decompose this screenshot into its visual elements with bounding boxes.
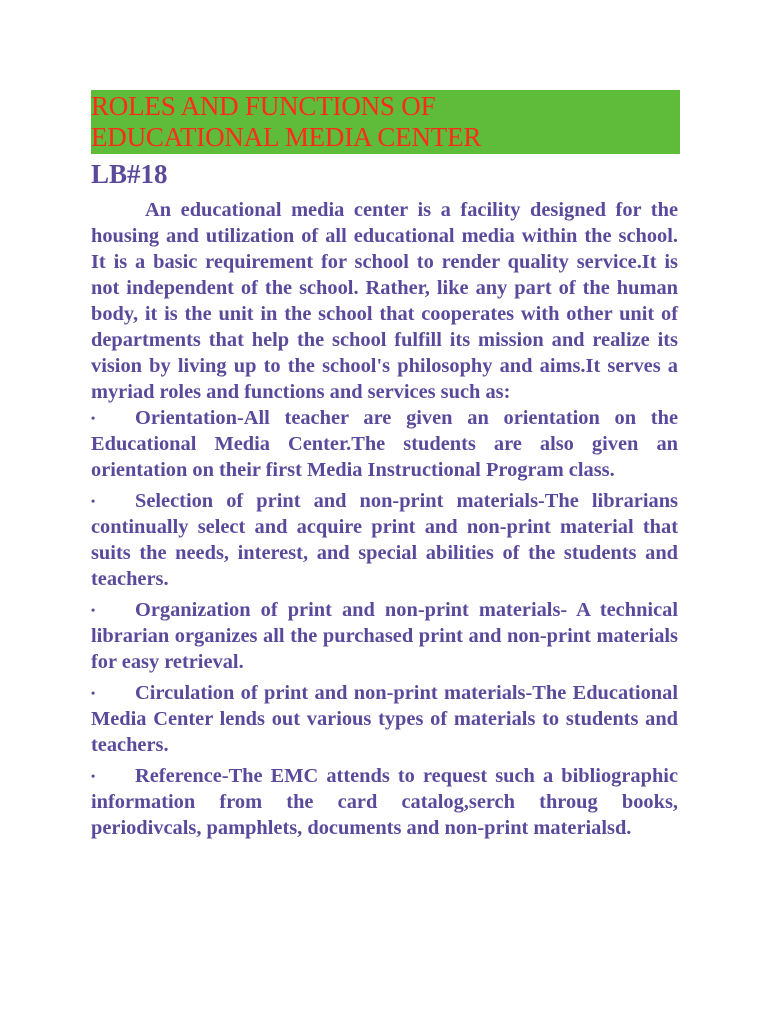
title-line-1: ROLES AND FUNCTIONS OF	[91, 91, 436, 121]
list-item-selection	[91, 488, 678, 592]
title-banner	[91, 90, 680, 154]
document-page	[91, 90, 678, 846]
lesson-code: LB#18	[91, 159, 168, 189]
title-line-2: EDUCATIONAL MEDIA CENTER	[91, 122, 482, 152]
list-item-text: Orientation-All teacher are given an orientation on the Educational Media Center.The students are also given an orientation on their first Media Instructional Program class.	[91, 407, 678, 481]
list-item-text: Selection of print and non-print materials-The librarians continually select and acquire print and non-print material that suits the needs, interest, and special abilities of the students and teachers.	[91, 490, 678, 590]
list-item-reference	[91, 763, 678, 841]
list-item-organization	[91, 597, 678, 675]
bullet-icon: •	[91, 686, 96, 700]
functions-list	[91, 405, 678, 841]
list-item-text: Circulation of print and non-print materials-The Educational Media Center lends out various types of materials to students and teachers.	[91, 682, 678, 756]
list-item-text: Reference-The EMC attends to request such a bibliographic information from the card catalog,serch throug books, periodivcals, pamphlets, documents and non-print materialsd.	[91, 765, 678, 839]
bullet-icon: •	[91, 411, 96, 425]
document-body	[91, 197, 678, 841]
intro-paragraph: An educational media center is a facility designed for the housing and utilization of all educational media within the school. It is a basic requirement for school to render quality service.It is not independent of the school. Rather, like any part of the human body, it is the unit in the school that cooperates with other unit of departments that help the school fulfill its mission and realize its vision by living up to the school's philosophy and aims.It serves a myriad roles and functions and services such as:	[91, 199, 678, 403]
bullet-icon: •	[91, 494, 96, 508]
bullet-icon: •	[91, 603, 96, 617]
list-item-circulation	[91, 680, 678, 758]
list-item-orientation	[91, 405, 678, 483]
bullet-icon: •	[91, 769, 96, 783]
list-item-text: Organization of print and non-print materials- A technical librarian organizes all the purchased print and non-print materials for easy retrieval.	[91, 599, 678, 673]
